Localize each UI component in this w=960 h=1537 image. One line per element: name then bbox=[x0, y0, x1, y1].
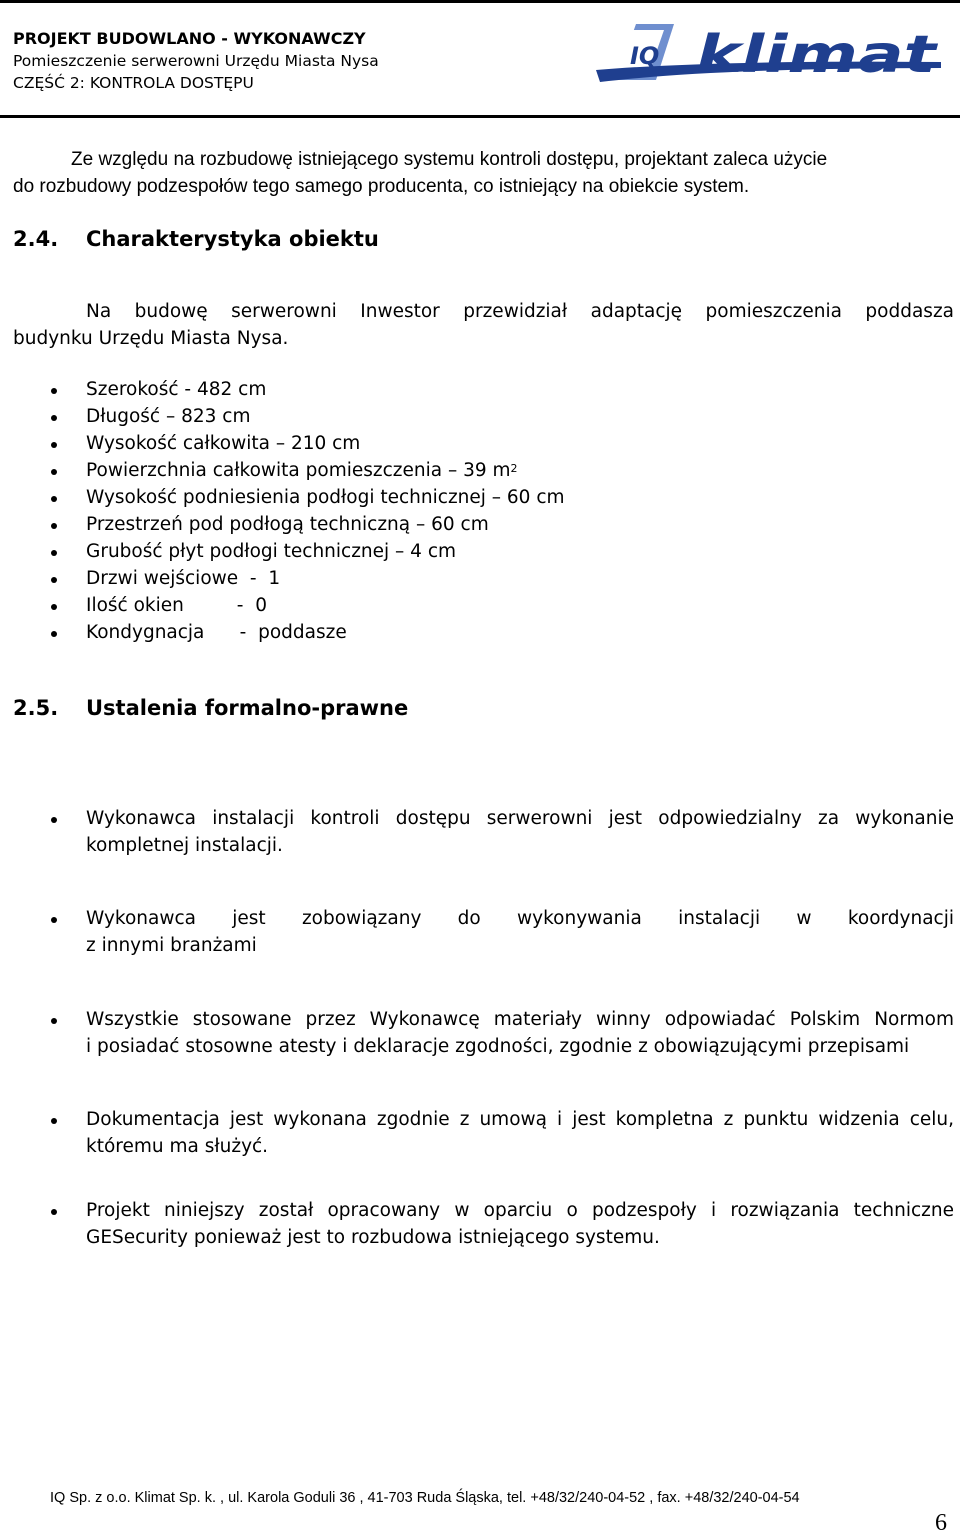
bullet bbox=[51, 817, 57, 823]
section-2-4-paragraph bbox=[13, 298, 954, 352]
section-2-4-heading bbox=[13, 225, 379, 253]
project-subtitle: Pomieszczenie serwerowni Urzędu Miasta Nysa bbox=[13, 52, 379, 70]
intro-paragraph bbox=[13, 146, 954, 200]
section-2-5-heading bbox=[13, 694, 408, 722]
iq-klimat-logo bbox=[596, 20, 948, 102]
bullet bbox=[51, 1018, 57, 1024]
logo-prefix: IQ bbox=[630, 42, 660, 70]
bullet bbox=[51, 523, 57, 529]
project-part: CZĘŚĆ 2: KONTROLA DOSTĘPU bbox=[13, 74, 254, 92]
bullet bbox=[51, 917, 57, 923]
footer-address: IQ Sp. z o.o. Klimat Sp. k. , ul. Karola Goduli 36 , 41-703 Ruda Śląska, tel. +48/32/240-04-52 , fax. +48/32/240-04-54 bbox=[50, 1490, 800, 1506]
bullet bbox=[51, 631, 57, 637]
intro-line-1: Ze względu na rozbudowę istniejącego systemu kontroli dostępu, projektant zaleca użycie bbox=[71, 149, 828, 170]
bullet bbox=[51, 1209, 57, 1215]
bullet bbox=[51, 388, 57, 394]
page-number: 6 bbox=[935, 1510, 947, 1536]
section-title: Ustalenia formalno-prawne bbox=[86, 696, 409, 720]
paragraph-line-2: budynku Urzędu Miasta Nysa. bbox=[13, 328, 289, 349]
bullet bbox=[51, 442, 57, 448]
bullet bbox=[51, 1118, 57, 1124]
project-title: PROJEKT BUDOWLANO - WYKONAWCZY bbox=[13, 29, 366, 48]
bullet bbox=[51, 415, 57, 421]
section-number: 2.4. bbox=[13, 227, 59, 251]
header-top-rule bbox=[0, 0, 960, 3]
bullet bbox=[51, 496, 57, 502]
logo-text: klimat bbox=[696, 25, 939, 85]
bullet bbox=[51, 550, 57, 556]
header-bottom-rule bbox=[0, 115, 960, 118]
bullet bbox=[51, 469, 57, 475]
bullet bbox=[51, 604, 57, 610]
paragraph-line-1: Na budowę serwerowni Inwestor przewidział adaptację pomieszczenia poddasza bbox=[86, 301, 954, 322]
bullet bbox=[51, 577, 57, 583]
section-number: 2.5. bbox=[13, 696, 59, 720]
section-title: Charakterystyka obiektu bbox=[86, 227, 379, 251]
area-superscript: 2 bbox=[510, 462, 518, 475]
intro-line-2: do rozbudowy podzespołów tego samego producenta, co istniejący na obiekcie system. bbox=[13, 176, 750, 197]
